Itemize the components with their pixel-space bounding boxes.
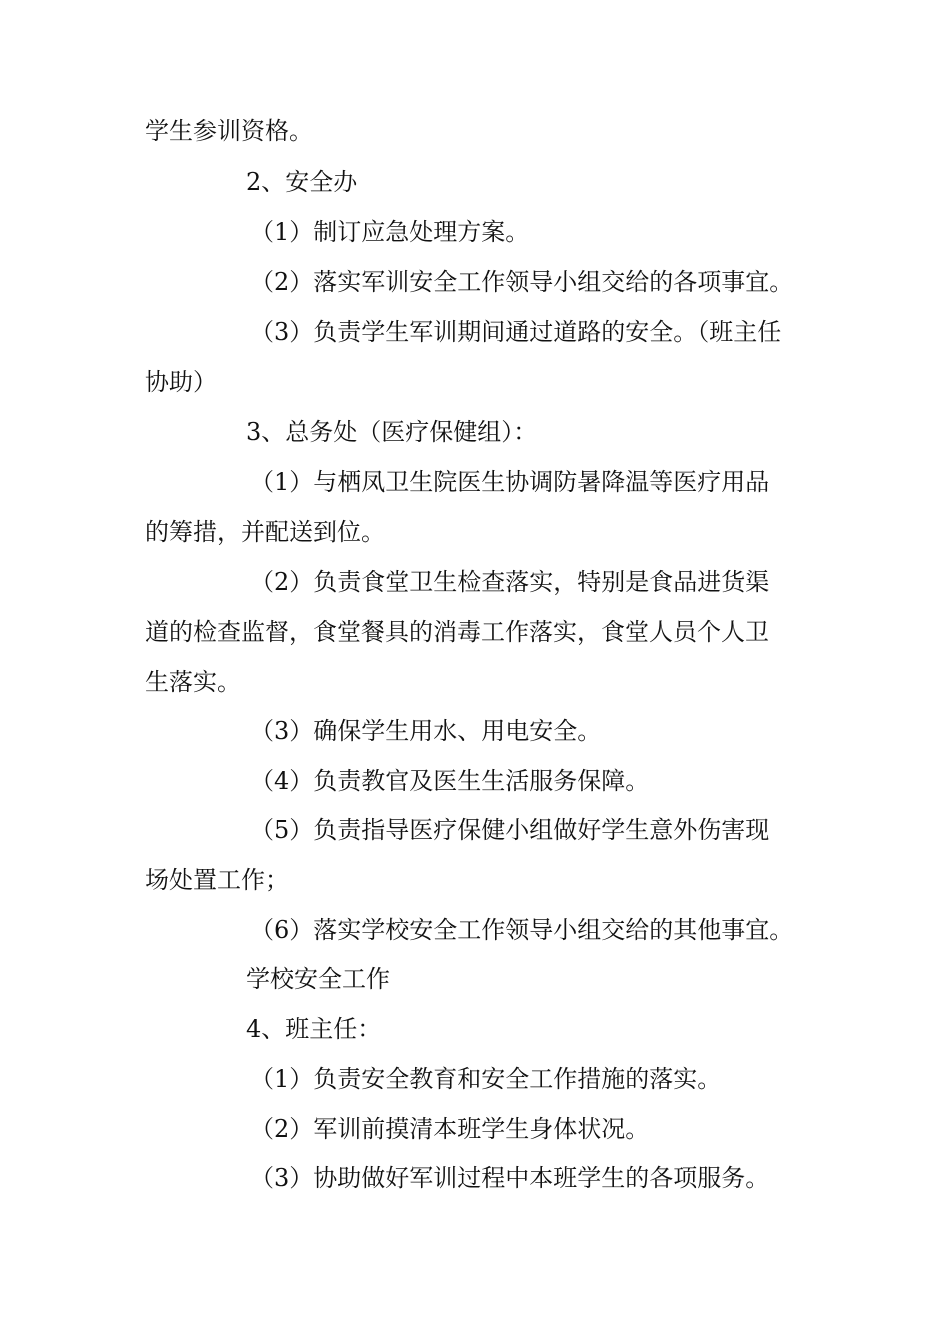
list-item: （1）负责安全教育和安全工作措施的落实。 xyxy=(250,1065,722,1093)
list-item: （1）制订应急处理方案。 xyxy=(250,218,530,246)
text-line: 协助） xyxy=(145,368,217,396)
list-item: （3）协助做好军训过程中本班学生的各项服务。 xyxy=(250,1164,770,1192)
text-line: 道的检查监督，食堂餐具的消毒工作落实，食堂人员个人卫 xyxy=(145,618,769,646)
list-item: （3）确保学生用水、用电安全。 xyxy=(250,717,602,745)
text-line: 的筹措，并配送到位。 xyxy=(145,518,385,546)
list-item: （2）军训前摸清本班学生身体状况。 xyxy=(250,1115,650,1143)
section-heading: 2、安全办 xyxy=(246,168,358,196)
section-heading: 学校安全工作 xyxy=(246,965,390,993)
list-item: （5）负责指导医疗保健小组做好学生意外伤害现 xyxy=(250,816,770,844)
list-item: （3）负责学生军训期间通过道路的安全。（班主任 xyxy=(250,318,782,346)
list-item: （6）落实学校安全工作领导小组交给的其他事宜。 xyxy=(250,916,794,944)
text-line: 场处置工作； xyxy=(145,866,289,894)
list-item: （2）负责食堂卫生检查落实，特别是食品进货渠 xyxy=(250,568,770,596)
text-line: 学生参训资格。 xyxy=(145,117,313,145)
section-heading: 3、总务处（医疗保健组）： xyxy=(246,418,538,446)
list-item: （1）与栖凤卫生院医生协调防暑降温等医疗用品 xyxy=(250,468,770,496)
list-item: （4）负责教官及医生生活服务保障。 xyxy=(250,767,650,795)
section-heading: 4、班主任： xyxy=(246,1015,382,1043)
text-line: 生落实。 xyxy=(145,668,241,696)
list-item: （2）落实军训安全工作领导小组交给的各项事宜。 xyxy=(250,268,794,296)
